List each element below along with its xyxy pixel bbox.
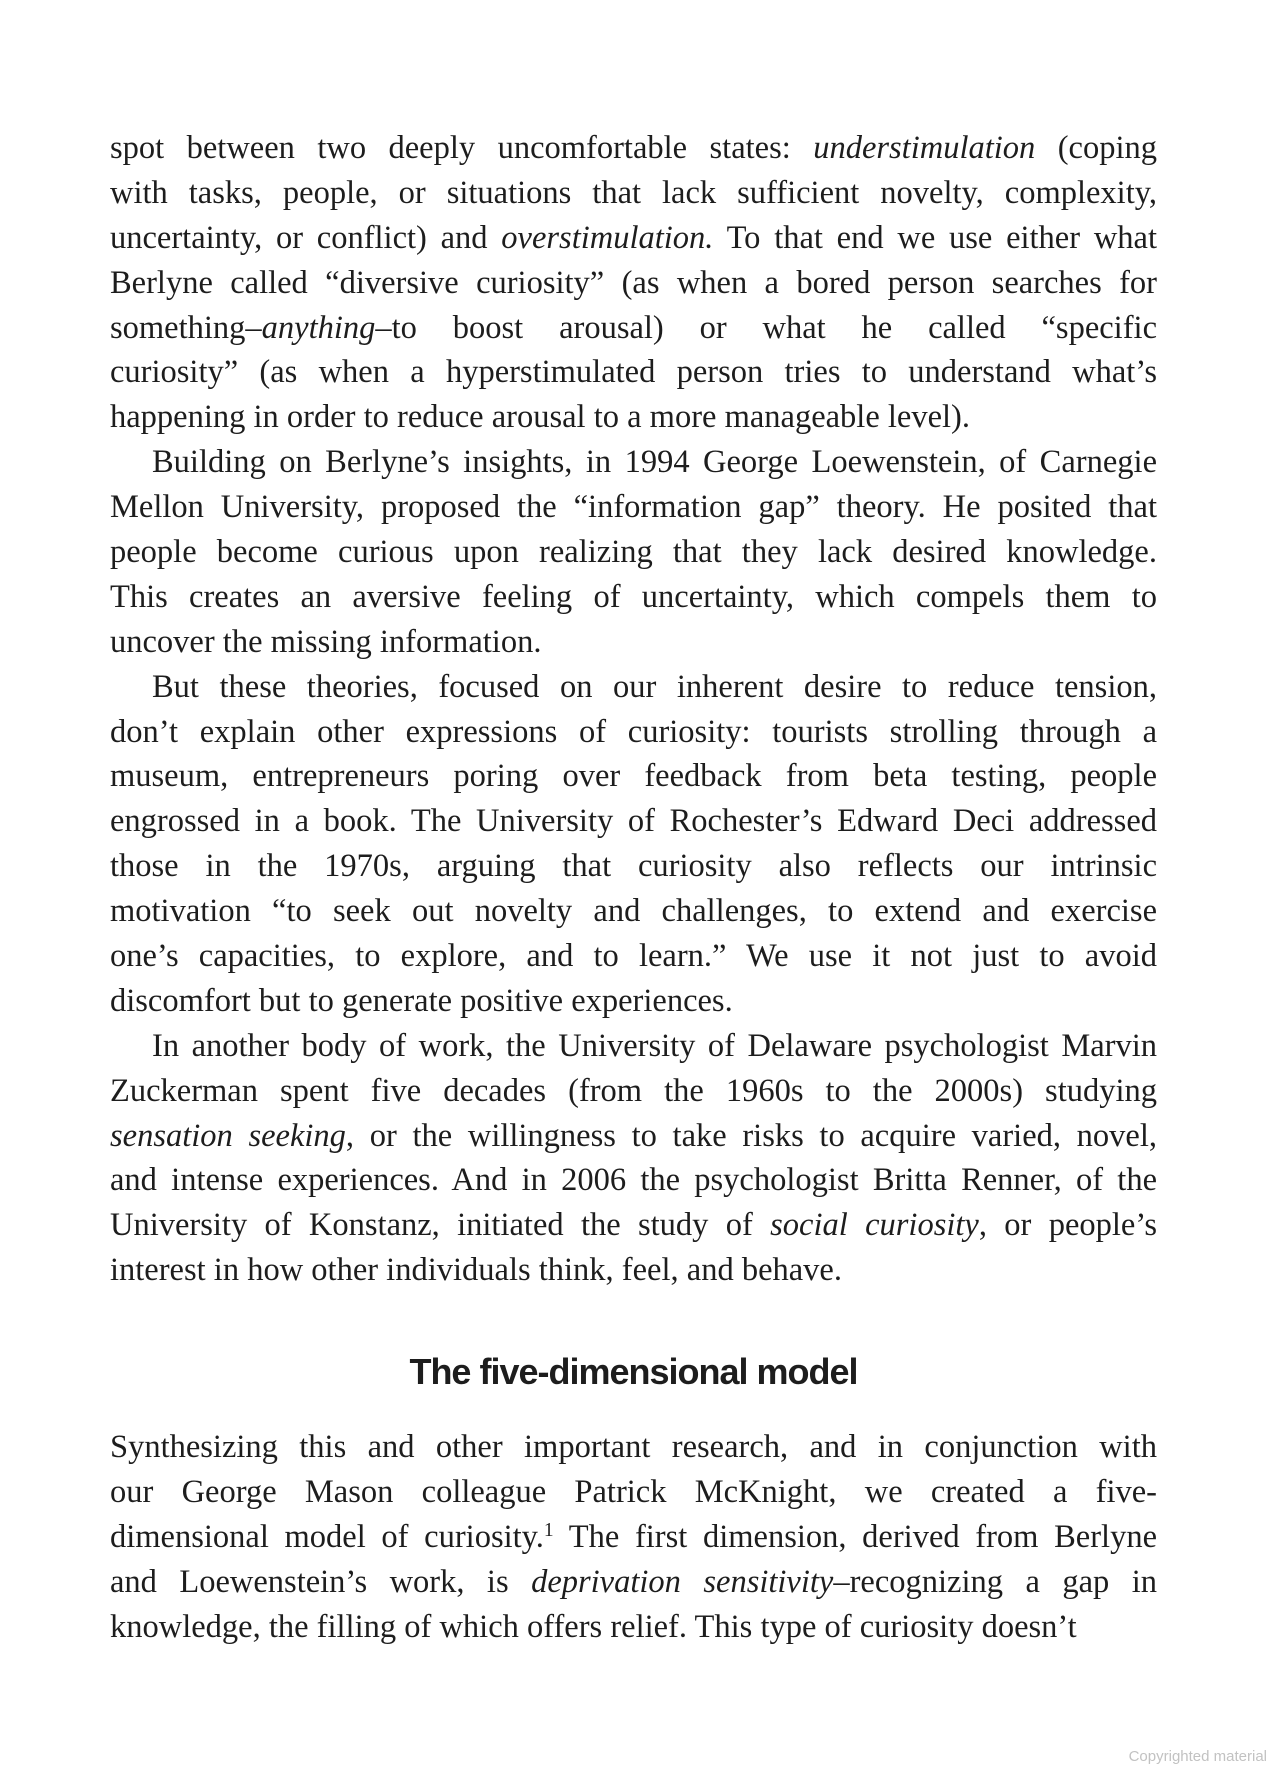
body-text: with tasks, people, or situations that lack sufficient novelty, complexity, xyxy=(110,174,1157,211)
text-line xyxy=(110,979,1157,1024)
body-text: uncertainty, or conflict) and xyxy=(110,219,502,256)
body-text: dimensional model of curiosity. xyxy=(110,1518,544,1555)
text-line xyxy=(110,1425,1157,1470)
text-line xyxy=(110,754,1157,799)
body-text: motivation “to seek out novelty and challenges, to extend and exercise xyxy=(110,893,1157,930)
body-text: and Loewenstein’s work, is xyxy=(110,1563,532,1600)
text-line xyxy=(110,1515,1157,1560)
body-text: those in the 1970s, arguing that curiosity also reflects our intrinsic xyxy=(110,848,1157,885)
body-text: engrossed in a book. The University of Rochester’s Edward Deci addressed xyxy=(110,803,1157,840)
italic-text: overstimulation. xyxy=(501,219,714,256)
body-text: uncover the missing information. xyxy=(110,623,542,660)
text-line xyxy=(110,216,1157,261)
italic-text: understimulation xyxy=(813,130,1036,166)
text-line xyxy=(110,575,1157,620)
body-text: spot between two deeply uncomfortable states: xyxy=(110,130,814,166)
body-text: –to boost arousal) or what he called “specific xyxy=(375,309,1157,346)
italic-text: social curiosity xyxy=(770,1207,979,1244)
text-line xyxy=(110,440,1157,485)
text-line xyxy=(110,844,1157,889)
italic-text: sensation seeking xyxy=(110,1117,346,1154)
body-text: knowledge, the filling of which offers relief. This type of curiosity doesn’t xyxy=(110,1608,1077,1645)
text-line xyxy=(110,1158,1157,1203)
body-text: one’s capacities, to explore, and to learn.” We use it not just to avoid xyxy=(110,938,1157,975)
text-line xyxy=(110,1560,1157,1605)
footnote-marker: 1 xyxy=(543,1520,554,1542)
body-text: interest in how other individuals think, feel, and behave. xyxy=(110,1252,842,1289)
italic-text: deprivation sensitivity xyxy=(531,1563,834,1600)
paragraph-group-bottom xyxy=(110,1425,1157,1649)
text-line xyxy=(110,799,1157,844)
text-line xyxy=(110,1203,1157,1248)
paragraph-group-top xyxy=(110,126,1157,1293)
body-text: University of Konstanz, initiated the study of xyxy=(110,1207,771,1244)
body-text: something– xyxy=(110,309,262,346)
body-text: don’t explain other expressions of curiosity: tourists strolling through a xyxy=(110,713,1157,750)
text-line xyxy=(110,710,1157,755)
body-text: our George Mason colleague Patrick McKnight, we created a five- xyxy=(110,1474,1157,1511)
text-line xyxy=(110,889,1157,934)
italic-text: anything xyxy=(261,309,376,346)
copyright-watermark: Copyrighted material xyxy=(1128,1748,1267,1765)
body-text: Mellon University, proposed the “information gap” theory. He posited that xyxy=(110,489,1157,526)
text-line xyxy=(110,1248,1157,1293)
body-text: But these theories, focused on our inherent desire to reduce tension, xyxy=(152,668,1157,705)
body-text: –recognizing a gap in xyxy=(833,1563,1157,1600)
body-text: people become curious upon realizing that they lack desired knowledge. xyxy=(110,534,1157,571)
body-text: This creates an aversive feeling of uncertainty, which compels them to xyxy=(110,578,1157,615)
text-line xyxy=(110,126,1157,171)
body-text: Zuckerman spent five decades (from the 1960s to the 2000s) studying xyxy=(110,1072,1157,1109)
text-line xyxy=(110,395,1157,440)
body-text: , or the willingness to take risks to acquire varied, novel, xyxy=(345,1117,1157,1154)
text-line xyxy=(110,530,1157,575)
body-text: discomfort but to generate positive experiences. xyxy=(110,982,733,1019)
body-text: Berlyne called “diversive curiosity” (as when a bored person searches for xyxy=(110,264,1157,301)
body-text: happening in order to reduce arousal to a more manageable level). xyxy=(110,399,970,436)
body-text: and intense experiences. And in 2006 the psychologist Britta Renner, of the xyxy=(110,1162,1157,1199)
text-line xyxy=(110,1069,1157,1114)
body-text: , or people’s xyxy=(978,1207,1157,1244)
body-text: (coping xyxy=(1035,130,1157,166)
text-line xyxy=(110,350,1157,395)
body-text: Building on Berlyne’s insights, in 1994 George Loewenstein, of Carnegie xyxy=(152,444,1157,481)
body-text: curiosity” (as when a hyperstimulated person tries to understand what’s xyxy=(110,354,1157,391)
text-line xyxy=(110,665,1157,710)
body-text: In another body of work, the University of Delaware psychologist Marvin xyxy=(152,1027,1157,1064)
body-text: To that end we use either what xyxy=(713,219,1157,256)
text-line xyxy=(110,171,1157,216)
section-heading: The five-dimensional model xyxy=(409,1351,858,1393)
body-text: Synthesizing this and other important research, and in conjunction with xyxy=(110,1429,1157,1466)
text-line xyxy=(110,306,1157,351)
text-body xyxy=(110,126,1157,1650)
text-line xyxy=(110,934,1157,979)
text-line xyxy=(110,620,1157,665)
text-line xyxy=(110,1024,1157,1069)
text-line xyxy=(110,1605,1157,1650)
text-line xyxy=(110,1114,1157,1159)
body-text: The first dimension, derived from Berlyne xyxy=(553,1518,1157,1555)
text-line xyxy=(110,261,1157,306)
body-text: museum, entrepreneurs poring over feedback from beta testing, people xyxy=(110,758,1157,795)
text-line xyxy=(110,1470,1157,1515)
text-line xyxy=(110,485,1157,530)
